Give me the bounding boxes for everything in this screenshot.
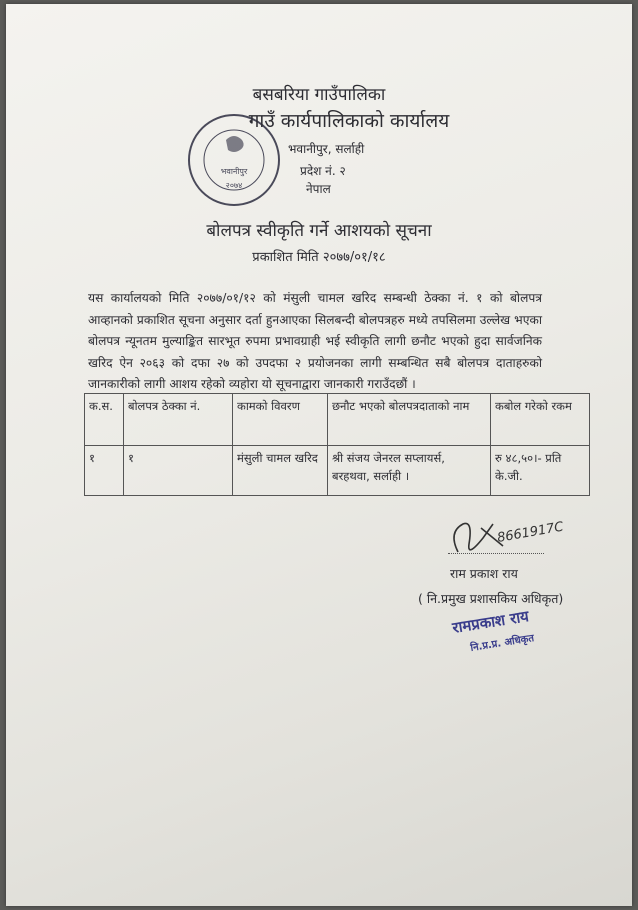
svg-text:भवानीपुर: भवानीपुर — [220, 167, 248, 176]
svg-text:8661917C: 8661917C — [496, 519, 565, 546]
cell-work-description: मंसुली चामल खरिद — [233, 446, 328, 496]
municipality-name: बसबरिया गाउँपालिका — [252, 85, 386, 105]
address-line-2: प्रदेश नं. २ — [300, 164, 346, 178]
address-line-1: भवानीपुर, सर्लाही — [288, 142, 365, 156]
seal-year: २०७४ — [225, 181, 243, 190]
cell-contract-no: १ — [124, 446, 233, 496]
executive-office-title: गाउँ कार्यपालिकाको कार्यालय — [248, 110, 450, 132]
table-header-row — [85, 394, 590, 446]
signatory-name: राम प्रकाश राय — [450, 566, 518, 581]
col-contract-no: बोलपत्र ठेक्का नं. — [124, 394, 233, 446]
name-stamp: रामप्रकाश राय — [451, 607, 531, 637]
table-row — [85, 446, 590, 496]
col-work-description: कामको विवरण — [233, 394, 328, 446]
col-bidder-name: छनौट भएको बोलपत्रदाताको नाम — [328, 394, 491, 446]
signatory-title: ( नि.प्रमुख प्रशासकिय अधिकृत) — [418, 591, 564, 606]
designation-stamp: नि.प्र.प्र. अधिकृत — [469, 633, 535, 654]
signature-line — [448, 553, 544, 554]
col-serial: क.स. — [85, 394, 124, 446]
notice-title: बोलपत्र स्वीकृति गर्ने आशयको सूचना — [206, 221, 432, 241]
cell-bidder-name: श्री संजय जेनरल सप्लायर्स, बरहथवा, सर्लाही । — [328, 446, 491, 496]
cell-bid-amount: रु ४८,५०।- प्रति के.जी. — [491, 446, 590, 496]
handwritten-signature — [440, 512, 590, 567]
published-date: प्रकाशित मिति २०७७/०१/१८ — [252, 250, 386, 265]
address-line-3: नेपाल — [306, 182, 331, 196]
award-table — [84, 393, 590, 496]
cell-serial: १ — [85, 446, 124, 496]
notice-body: यस कार्यालयको मिति २०७७/०१/१२ को मंसुली चामल खरिद सम्बन्धी ठेक्का नं. १ को बोलपत्र आव्हानको प्रकाशित सूचना अनुसार दर्ता हुनआएका सिलबन्दी बोलपत्रहरु मध्ये तपसिलमा उल्लेख भएका बोलपत्र न्यूनतम मुल्याङ्कित सारभूत रुपमा प्रभावग्राही भई स्वीकृति लागी छनौट भएको हुदा सार्वजनिक खरिद ऐन २०६३ को दफा २७ को उपदफा २ प्रयोजनका लागी सम्बन्धित सबै बोलपत्र दाताहरुको जानकारीको लागी आशय रहेको व्यहोरा यो सूचनाद्वारा जानकारी गराउँदछौं । — [88, 291, 542, 391]
col-bid-amount: कबोल गरेको रकम — [491, 394, 590, 446]
